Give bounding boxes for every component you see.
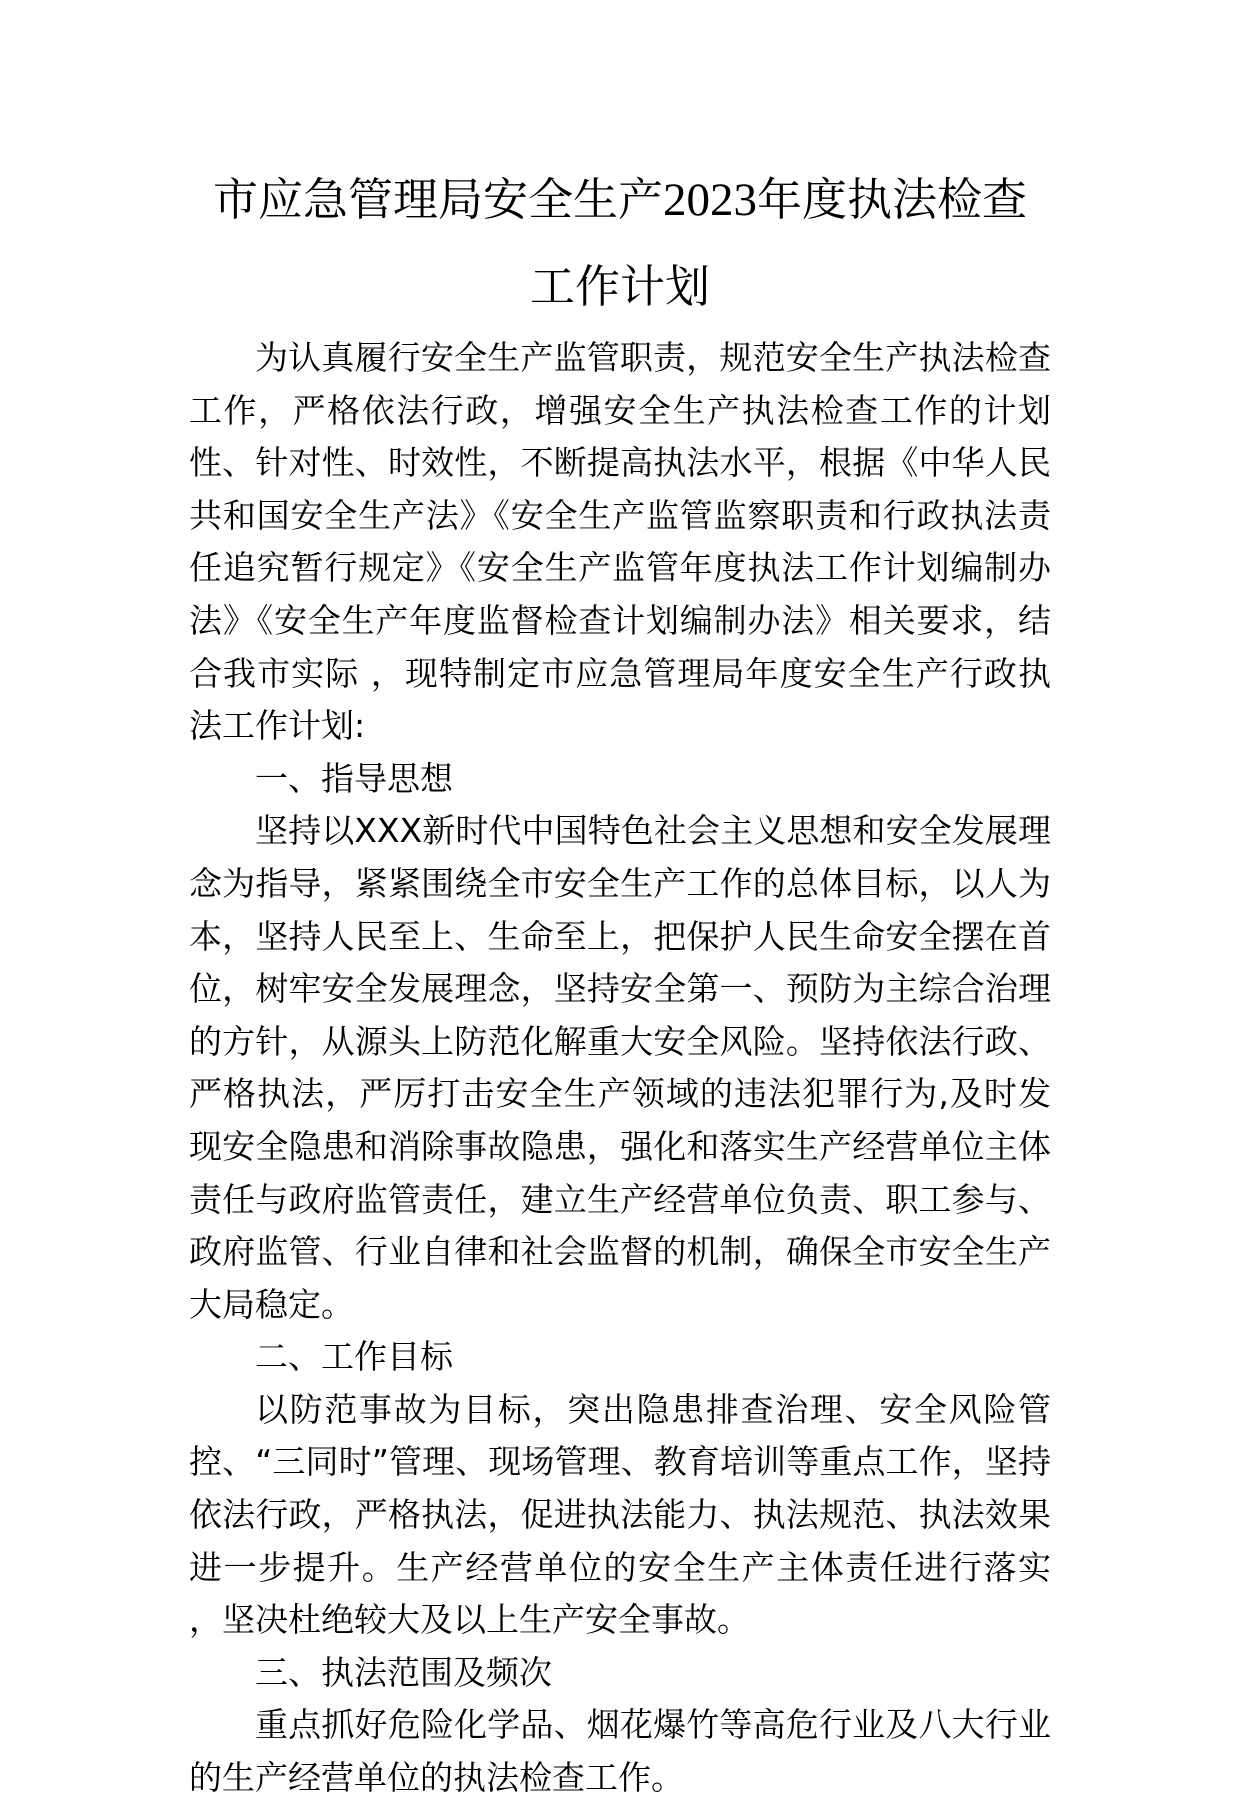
section-heading-guiding-ideology: 一、指导思想	[255, 758, 453, 798]
intro-paragraph: 为认真履行安全生产监管职责，规范安全生产执法检查工作，严格依法行政，增强安全生产执法检查工作的计划性、针对性、时效性，不断提高执法水平，根据《中华人民共和国安全生产法》《安全生产监管监察职责和行政执法责任追究暂行规定》《安全生产监管年度执法工作计划编制办法》《安全生产年度监督检查计划编制办法》相关要求，结合我市实际 ，现特制定市应急管理局年度安全生产行政执法工作计划:	[189, 338, 1051, 746]
section-paragraph-work-goals: 以防范事故为目标，突出隐患排查治理、安全风险管控、“三同时”管理、现场管理、教育培训等重点工作，坚持依法行政，严格执法，促进执法能力、执法规范、执法效果进一步提升。生产经营单位的安全生产主体责任进行落实 ，坚决杜绝较大及以上生产安全事故。	[189, 1389, 1051, 1640]
title-text-part1: 市应急管理局安全生产	[212, 173, 663, 226]
section-paragraph-scope-frequency: 重点抓好危险化学品、烟花爆竹等高危行业及八大行业的生产经营单位的执法检查工作。	[189, 1705, 1051, 1798]
document-body	[189, 332, 1051, 1805]
document-title-line-2: 工作计划	[529, 260, 710, 313]
section-heading-work-goals: 二、工作目标	[255, 1337, 453, 1377]
title-year: 2023	[663, 174, 757, 226]
document-title	[150, 170, 1090, 230]
section-paragraph-guiding-ideology: 坚持以XXX新时代中国特色社会主义思想和安全发展理念为指导，紧紧围绕全市安全生产工作的总体目标，以人为本，坚持人民至上、生命至上，把保护人民生命安全摆在首位，树牢安全发展理念，坚持安全第一、预防为主综合治理的方针，从源头上防范化解重大安全风险。坚持依法行政、严格执法，严厉打击安全生产领域的违法犯罪行为,及时发现安全隐患和消除事故隐患，强化和落实生产经营单位主体责任与政府监管责任，建立生产经营单位负责、职工参与、政府监管、行业自律和社会监督的机制，确保全市安全生产大局稳定。	[189, 811, 1051, 1324]
title-text-part2: 年度执法检查	[757, 173, 1028, 226]
section-heading-scope-frequency: 三、执法范围及频次	[255, 1652, 552, 1692]
